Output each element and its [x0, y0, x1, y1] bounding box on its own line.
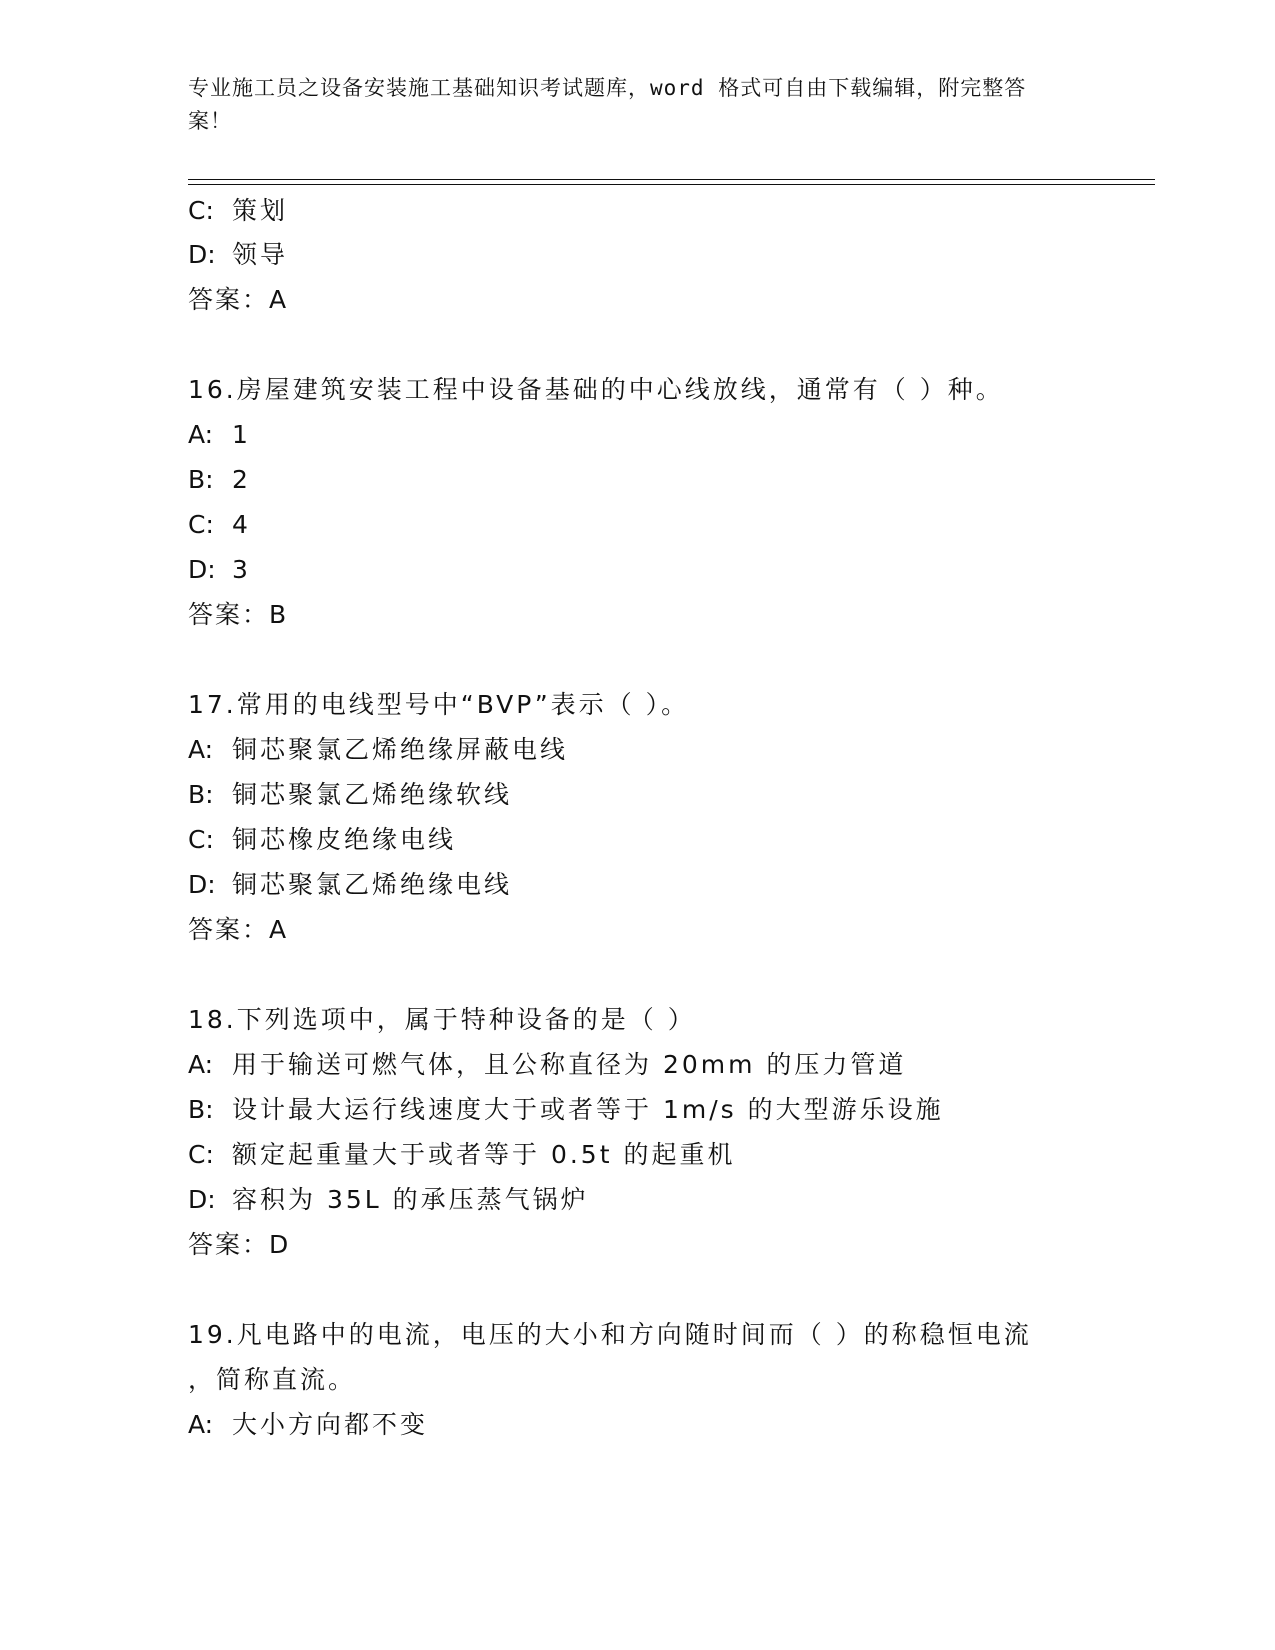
option-d [188, 555, 251, 585]
option-label: D: [188, 240, 216, 269]
option-label: A: [188, 420, 214, 449]
option-text: 额定起重量大于或者等于 0.5t 的起重机 [232, 1140, 736, 1169]
option-b [188, 1095, 944, 1125]
option-text: 铜芯聚氯乙烯绝缘软线 [232, 780, 513, 809]
option-c [188, 510, 251, 540]
question-stem-continued: ，简称直流。 [188, 1365, 357, 1394]
option-label: B: [188, 1095, 214, 1124]
option-text: 大小方向都不变 [232, 1410, 429, 1439]
option-c [188, 196, 288, 226]
option-text: 3 [232, 555, 251, 584]
option-label: B: [188, 465, 214, 494]
question-stem: 19.凡电路中的电流，电压的大小和方向随时间而（ ）的称稳恒电流 [188, 1320, 1032, 1349]
question-stem: 17.常用的电线型号中“BVP”表示（ ）。 [188, 690, 690, 719]
option-d [188, 240, 288, 270]
option-label: C: [188, 196, 214, 225]
header-divider-bottom [188, 184, 1155, 185]
option-c [188, 1140, 735, 1170]
option-b [188, 780, 512, 810]
option-label: D: [188, 870, 216, 899]
option-label: D: [188, 1185, 216, 1214]
option-label: C: [188, 1140, 214, 1169]
option-label: D: [188, 555, 216, 584]
option-text: 铜芯橡皮绝缘电线 [232, 825, 457, 854]
question-stem: 18.下列选项中，属于特种设备的是（ ） [188, 1005, 696, 1034]
option-a [188, 735, 568, 765]
answer-line: 答案：D [188, 1230, 291, 1259]
option-label: A: [188, 1410, 214, 1439]
question-stem: 16.房屋建筑安装工程中设备基础的中心线放线，通常有（ ）种。 [188, 375, 1004, 404]
document-header: 专业施工员之设备安装施工基础知识考试题库，word 格式可自由下载编辑，附完整答案！ [188, 76, 1027, 133]
answer-line: 答案：A [188, 915, 289, 944]
option-label: C: [188, 825, 214, 854]
option-label: A: [188, 1050, 214, 1079]
option-text: 铜芯聚氯乙烯绝缘电线 [232, 870, 513, 899]
option-c [188, 825, 456, 855]
option-text: 用于输送可燃气体，且公称直径为 20mm 的压力管道 [232, 1050, 907, 1079]
option-a [188, 420, 251, 450]
option-b [188, 465, 251, 495]
option-d [188, 870, 512, 900]
option-text: 容积为 35L 的承压蒸气锅炉 [232, 1185, 589, 1214]
header-divider-top [188, 179, 1155, 180]
answer-line: 答案：B [188, 600, 289, 629]
option-text: 4 [232, 510, 251, 539]
option-text: 策划 [232, 196, 289, 225]
option-label: A: [188, 735, 214, 764]
option-label: C: [188, 510, 214, 539]
option-text: 2 [232, 465, 251, 494]
answer-line: 答案：A [188, 285, 289, 314]
option-text: 设计最大运行线速度大于或者等于 1m/s 的大型游乐设施 [232, 1095, 944, 1124]
option-text: 领导 [232, 240, 289, 269]
option-a [188, 1050, 906, 1080]
option-text: 1 [232, 420, 251, 449]
option-a [188, 1410, 428, 1440]
option-d [188, 1185, 589, 1215]
option-text: 铜芯聚氯乙烯绝缘屏蔽电线 [232, 735, 569, 764]
option-label: B: [188, 780, 214, 809]
